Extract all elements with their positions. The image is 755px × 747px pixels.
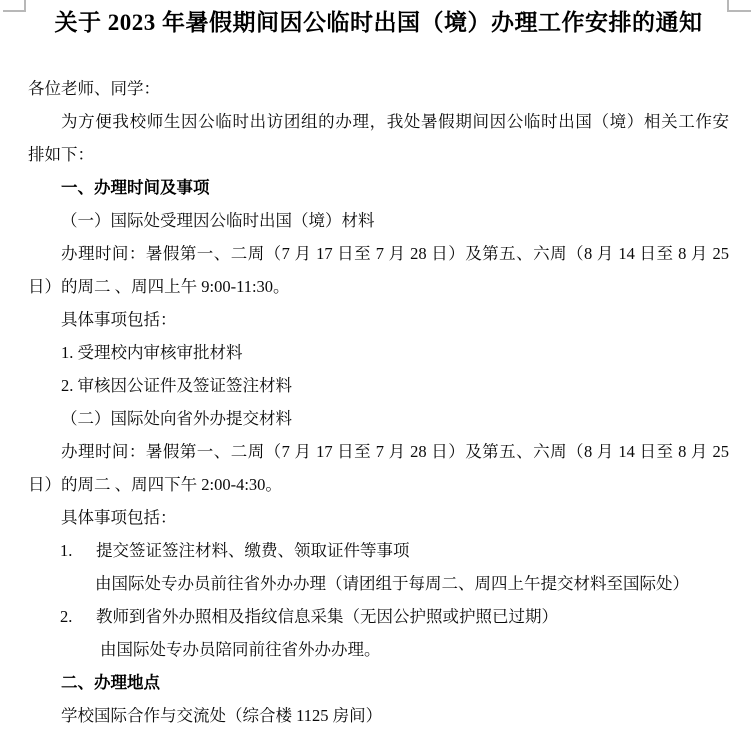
paragraph: （二）国际处向省外办提交材料	[61, 409, 292, 428]
paragraph: 各位老师、同学：	[28, 79, 160, 98]
paragraph: （一）国际处受理因公临时出国（境）材料	[61, 211, 375, 230]
paragraph: 由国际处专办员陪同前往省外办办理。	[100, 640, 381, 659]
list-item-text: 教师到省外办照相及指纹信息采集（无因公护照或护照已过期）	[96, 607, 558, 626]
crop-mark-top-left-icon	[3, 0, 26, 12]
paragraph: 二、办理地点	[61, 673, 160, 692]
paragraph: 日）的周二 、周四上午 9:00-11:30。	[28, 277, 290, 296]
paragraph: 2. 审核因公证件及签证签注材料	[61, 376, 292, 395]
paragraph	[28, 534, 729, 567]
paragraph: 1. 受理校内审核审批材料	[61, 343, 243, 362]
paragraph: 具体事项包括：	[61, 310, 177, 329]
paragraph: 排如下：	[28, 145, 94, 164]
list-item-text: 提交签证签注材料、缴费、领取证件等事项	[96, 541, 410, 560]
paragraph: 学校国际合作与交流处（综合楼 1125 房间）	[61, 706, 383, 725]
document-body	[28, 72, 729, 732]
paragraph: 办理时间：暑假第一、二周（7 月 17 日至 7 月 28 日）及第五、六周（8 月 14 日至 8 月 25	[61, 442, 729, 461]
document-title: 关于 2023 年暑假期间因公临时出国（境）办理工作安排的通知	[54, 10, 703, 35]
paragraph: 一、办理时间及事项	[61, 178, 210, 197]
paragraph: 办理时间：暑假第一、二周（7 月 17 日至 7 月 28 日）及第五、六周（8 月 14 日至 8 月 25	[61, 244, 729, 263]
crop-mark-top-right-icon	[727, 0, 751, 12]
list-number: 2.	[60, 607, 73, 626]
paragraph	[28, 600, 729, 633]
paragraph: 为方便我校师生因公临时出访团组的办理，我处暑假期间因公临时出国（境）相关工作安	[61, 112, 729, 131]
paragraph: 日）的周二 、周四下午 2:00-4:30。	[28, 475, 282, 494]
paragraph: 由国际处专办员前往省外办办理（请团组于每周二、周四上午提交材料至国际处）	[95, 574, 689, 593]
list-number: 1.	[60, 541, 73, 560]
paragraph: 具体事项包括：	[61, 508, 177, 527]
